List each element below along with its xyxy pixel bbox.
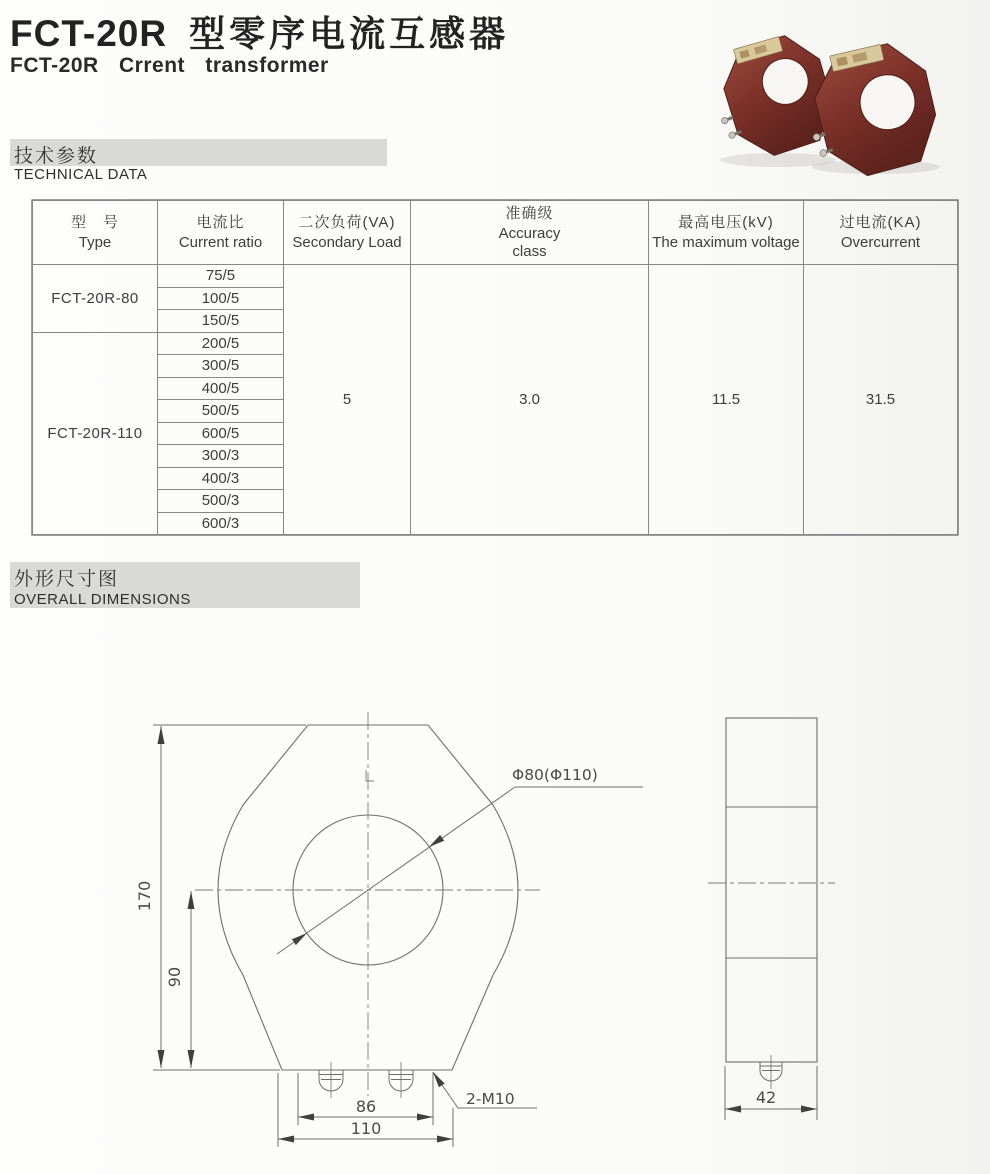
accuracy-class-value: 3.0 — [411, 265, 649, 535]
ratio-cell: 300/5 — [158, 355, 284, 378]
svg-text:110: 110 — [350, 1119, 382, 1138]
dim-90 — [165, 891, 195, 1068]
header-secondary-load: 二次负荷(VA) Secondary Load — [284, 201, 411, 265]
max-voltage-value: 11.5 — [649, 265, 804, 535]
ratio-cell: 600/3 — [158, 512, 284, 535]
section-dimensions-band — [10, 562, 360, 608]
header-type: 型 号 Type — [33, 201, 158, 265]
terminal-stud — [721, 117, 729, 125]
terminal-stud — [728, 131, 736, 139]
type-cell: FCT-20R-110 — [33, 332, 158, 535]
ratio-cell: 75/5 — [158, 265, 284, 288]
ratio-cell: 400/5 — [158, 377, 284, 400]
table-header-row — [33, 201, 958, 265]
page-title — [10, 6, 509, 57]
section-dimensions-en: OVERALL DIMENSIONS — [14, 591, 191, 608]
section-technical-en: TECHNICAL DATA — [14, 166, 148, 183]
secondary-load-value: 5 — [284, 265, 411, 535]
centerline-mark — [366, 770, 374, 781]
ratio-cell: 100/5 — [158, 287, 284, 310]
svg-text:2-M10: 2-M10 — [466, 1090, 515, 1108]
svg-text:Φ80(Φ110): Φ80(Φ110) — [512, 766, 598, 784]
header-current-ratio: 电流比 Current ratio — [158, 201, 284, 265]
dimension-drawing — [0, 690, 990, 1174]
section-technical-cn: 技术参数 — [14, 146, 99, 167]
svg-text:90: 90 — [165, 966, 184, 988]
page-title-cn: 型零序电流互感器 — [189, 13, 510, 54]
ratio-cell: 150/5 — [158, 310, 284, 333]
header-accuracy-class: 准确级 Accuracy class — [411, 201, 649, 265]
svg-text:42: 42 — [755, 1088, 777, 1107]
section-dimensions-cn: 外形尺寸图 — [14, 569, 120, 590]
ratio-cell: 300/3 — [158, 445, 284, 468]
ratio-cell: 600/5 — [158, 422, 284, 445]
dim-bolt-spec — [433, 1072, 537, 1108]
page-subtitle: FCT-20R Crrent transformer — [10, 54, 329, 77]
header-overcurrent: 过电流(KA) Overcurrent — [804, 201, 958, 265]
side-view-outline — [726, 718, 817, 1062]
ratio-cell: 500/3 — [158, 490, 284, 513]
side-bolt — [760, 1055, 782, 1089]
product-photo — [700, 22, 956, 178]
type-cell: FCT-20R-80 — [33, 265, 158, 333]
table-row — [33, 265, 958, 288]
svg-text:170: 170 — [135, 880, 154, 912]
ratio-cell: 200/5 — [158, 332, 284, 355]
ratio-cell: 400/3 — [158, 467, 284, 490]
overcurrent-value: 31.5 — [804, 265, 958, 535]
svg-text:86: 86 — [355, 1097, 377, 1116]
header-max-voltage: 最高电压(kV) The maximum voltage — [649, 201, 804, 265]
section-technical-band — [10, 139, 387, 166]
dim-diameter — [277, 766, 643, 954]
technical-data-table — [32, 200, 958, 535]
dim-170 — [135, 725, 306, 1070]
front-bolts — [319, 1062, 413, 1098]
ratio-cell: 500/5 — [158, 400, 284, 423]
page-title-model: FCT-20R — [10, 13, 168, 54]
